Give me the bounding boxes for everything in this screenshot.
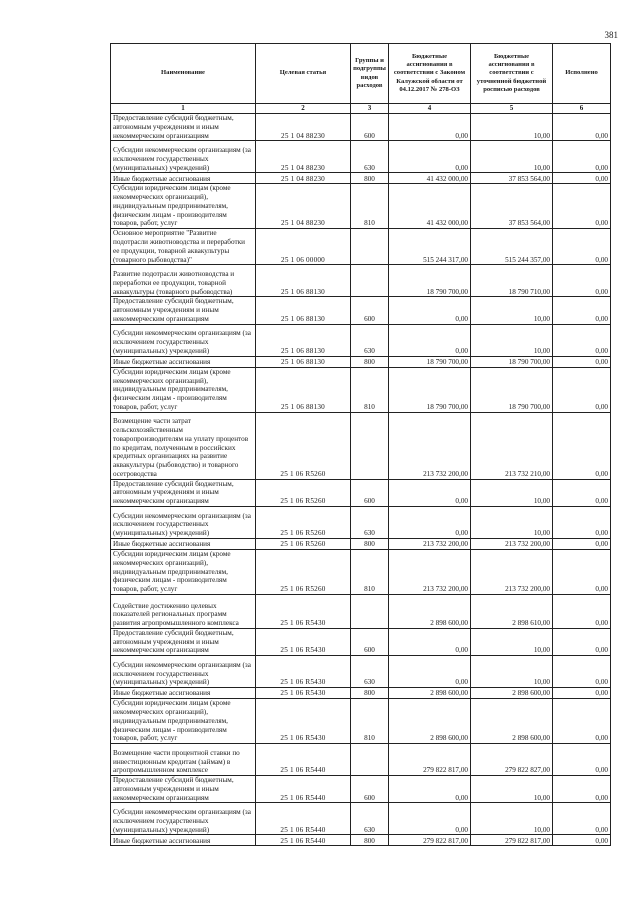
row-group: 800 bbox=[351, 356, 389, 367]
table-row bbox=[111, 803, 611, 835]
column-number-row bbox=[111, 104, 611, 114]
page-number: 381 bbox=[604, 30, 618, 40]
column-number: 4 bbox=[389, 104, 471, 114]
row-article: 25 1 06 R5430 bbox=[256, 699, 351, 744]
row-executed-amount: 0,00 bbox=[553, 776, 611, 803]
row-name: Иные бюджетные ассигнования bbox=[111, 173, 256, 184]
row-article: 25 1 06 R5430 bbox=[256, 656, 351, 688]
row-refined-amount: 10,00 bbox=[471, 297, 553, 324]
column-number: 6 bbox=[553, 104, 611, 114]
row-group bbox=[351, 265, 389, 297]
table-row bbox=[111, 229, 611, 265]
row-article: 25 1 06 R5440 bbox=[256, 744, 351, 776]
row-article: 25 1 06 88130 bbox=[256, 297, 351, 324]
row-group: 630 bbox=[351, 656, 389, 688]
table-row bbox=[111, 114, 611, 141]
table-row bbox=[111, 549, 611, 594]
table-row bbox=[111, 594, 611, 628]
row-group bbox=[351, 229, 389, 265]
row-name: Субсидии юридическим лицам (кроме некоммерческих организаций), индивидуальным предпринимателям, физическим лицам - производителям товаров, работ, услуг bbox=[111, 699, 256, 744]
budget-table bbox=[110, 43, 611, 846]
row-executed-amount: 0,00 bbox=[553, 538, 611, 549]
column-number: 3 bbox=[351, 104, 389, 114]
row-article: 25 1 06 R5430 bbox=[256, 594, 351, 628]
row-executed-amount: 0,00 bbox=[553, 184, 611, 229]
row-name: Основное мероприятие "Развитие подотрасли животноводства и переработки ее продукции, товарной аквакультуры (товарного рыбоводства)" bbox=[111, 229, 256, 265]
table-row bbox=[111, 835, 611, 846]
row-law-amount: 0,00 bbox=[389, 803, 471, 835]
row-article: 25 1 06 00000 bbox=[256, 229, 351, 265]
row-law-amount: 213 732 200,00 bbox=[389, 412, 471, 479]
row-name: Предоставление субсидий бюджетным, автономным учреждениям и иным некоммерческим организациям bbox=[111, 297, 256, 324]
row-refined-amount: 18 790 700,00 bbox=[471, 367, 553, 412]
row-law-amount: 0,00 bbox=[389, 776, 471, 803]
row-executed-amount: 0,00 bbox=[553, 656, 611, 688]
table-row bbox=[111, 173, 611, 184]
row-refined-amount: 279 822 827,00 bbox=[471, 744, 553, 776]
header-executed: Исполнено bbox=[553, 44, 611, 104]
row-group: 600 bbox=[351, 776, 389, 803]
row-refined-amount: 279 822 817,00 bbox=[471, 835, 553, 846]
row-name: Содействие достижению целевых показателей региональных программ развития агропромышленного комплекса bbox=[111, 594, 256, 628]
row-law-amount: 0,00 bbox=[389, 297, 471, 324]
row-law-amount: 41 432 000,00 bbox=[389, 173, 471, 184]
table-row bbox=[111, 656, 611, 688]
row-article: 25 1 06 R5260 bbox=[256, 549, 351, 594]
row-refined-amount: 10,00 bbox=[471, 114, 553, 141]
row-refined-amount: 213 732 200,00 bbox=[471, 538, 553, 549]
row-article: 25 1 06 88130 bbox=[256, 265, 351, 297]
row-name: Предоставление субсидий бюджетным, автономным учреждениям и иным некоммерческим организациям bbox=[111, 628, 256, 655]
row-group: 600 bbox=[351, 114, 389, 141]
row-group: 600 bbox=[351, 297, 389, 324]
column-number: 5 bbox=[471, 104, 553, 114]
row-article: 25 1 04 88230 bbox=[256, 184, 351, 229]
table-row bbox=[111, 324, 611, 356]
row-law-amount: 213 732 200,00 bbox=[389, 549, 471, 594]
row-refined-amount: 213 732 200,00 bbox=[471, 549, 553, 594]
row-refined-amount: 10,00 bbox=[471, 506, 553, 538]
row-name: Субсидии некоммерческим организациям (за исключением государственных (муниципальных) учреждений) bbox=[111, 506, 256, 538]
row-group: 800 bbox=[351, 538, 389, 549]
row-article: 25 1 06 88130 bbox=[256, 324, 351, 356]
row-name: Предоставление субсидий бюджетным, автономным учреждениям и иным некоммерческим организациям bbox=[111, 776, 256, 803]
row-group: 630 bbox=[351, 141, 389, 173]
table-row bbox=[111, 744, 611, 776]
row-group: 800 bbox=[351, 688, 389, 699]
row-group: 630 bbox=[351, 324, 389, 356]
row-name: Субсидии некоммерческим организациям (за исключением государственных (муниципальных) учреждений) bbox=[111, 141, 256, 173]
row-name: Иные бюджетные ассигнования bbox=[111, 356, 256, 367]
row-refined-amount: 37 853 564,00 bbox=[471, 184, 553, 229]
row-law-amount: 279 822 817,00 bbox=[389, 835, 471, 846]
row-article: 25 1 06 R5430 bbox=[256, 628, 351, 655]
table-row bbox=[111, 688, 611, 699]
table-row bbox=[111, 412, 611, 479]
header-law: Бюджетные ассигнования в соответствии с Законом Калужской области от 04.12.2017 № 278-ОЗ bbox=[389, 44, 471, 104]
table-row bbox=[111, 265, 611, 297]
row-name: Возмещение части процентной ставки по инвестиционным кредитам (займам) в агропромышленном комплексе bbox=[111, 744, 256, 776]
row-executed-amount: 0,00 bbox=[553, 594, 611, 628]
row-refined-amount: 10,00 bbox=[471, 479, 553, 506]
row-name: Возмещение части затрат сельскохозяйственным товаропроизводителям на уплату процентов по кредитам, полученным в российских кредитных организациях на развитие аквакультуры (рыбоводство) и товарного осетроводства bbox=[111, 412, 256, 479]
row-law-amount: 0,00 bbox=[389, 141, 471, 173]
row-name: Иные бюджетные ассигнования bbox=[111, 835, 256, 846]
row-article: 25 1 06 R5440 bbox=[256, 803, 351, 835]
row-article: 25 1 06 88130 bbox=[256, 367, 351, 412]
row-article: 25 1 06 R5440 bbox=[256, 835, 351, 846]
row-refined-amount: 18 790 700,00 bbox=[471, 356, 553, 367]
row-law-amount: 18 790 700,00 bbox=[389, 265, 471, 297]
row-executed-amount: 0,00 bbox=[553, 835, 611, 846]
row-executed-amount: 0,00 bbox=[553, 412, 611, 479]
row-law-amount: 0,00 bbox=[389, 114, 471, 141]
table-row bbox=[111, 367, 611, 412]
row-refined-amount: 10,00 bbox=[471, 141, 553, 173]
row-group: 630 bbox=[351, 803, 389, 835]
row-refined-amount: 18 790 710,00 bbox=[471, 265, 553, 297]
row-article: 25 1 06 R5440 bbox=[256, 776, 351, 803]
row-group: 810 bbox=[351, 367, 389, 412]
table-body bbox=[111, 114, 611, 846]
row-name: Субсидии юридическим лицам (кроме некоммерческих организаций), индивидуальным предпринимателям, физическим лицам - производителям товаров, работ, услуг bbox=[111, 367, 256, 412]
row-executed-amount: 0,00 bbox=[553, 356, 611, 367]
row-executed-amount: 0,00 bbox=[553, 141, 611, 173]
row-name: Субсидии юридическим лицам (кроме некоммерческих организаций), индивидуальным предпринимателям, физическим лицам - производителям товаров, работ, услуг bbox=[111, 549, 256, 594]
row-executed-amount: 0,00 bbox=[553, 229, 611, 265]
row-executed-amount: 0,00 bbox=[553, 297, 611, 324]
row-law-amount: 279 822 817,00 bbox=[389, 744, 471, 776]
row-refined-amount: 515 244 357,00 bbox=[471, 229, 553, 265]
row-article: 25 1 04 88230 bbox=[256, 114, 351, 141]
row-name: Иные бюджетные ассигнования bbox=[111, 538, 256, 549]
row-refined-amount: 10,00 bbox=[471, 656, 553, 688]
row-group: 810 bbox=[351, 184, 389, 229]
row-executed-amount: 0,00 bbox=[553, 324, 611, 356]
row-article: 25 1 06 R5430 bbox=[256, 688, 351, 699]
row-executed-amount: 0,00 bbox=[553, 173, 611, 184]
table-row bbox=[111, 297, 611, 324]
row-refined-amount: 10,00 bbox=[471, 803, 553, 835]
row-group: 600 bbox=[351, 628, 389, 655]
row-article: 25 1 06 R5260 bbox=[256, 506, 351, 538]
row-group: 630 bbox=[351, 506, 389, 538]
row-article: 25 1 04 88230 bbox=[256, 141, 351, 173]
row-refined-amount: 2 898 600,00 bbox=[471, 688, 553, 699]
row-law-amount: 18 790 700,00 bbox=[389, 367, 471, 412]
row-refined-amount: 213 732 210,00 bbox=[471, 412, 553, 479]
row-name: Субсидии юридическим лицам (кроме некоммерческих организаций), индивидуальным предпринимателям, физическим лицам - производителям товаров, работ, услуг bbox=[111, 184, 256, 229]
row-executed-amount: 0,00 bbox=[553, 688, 611, 699]
row-law-amount: 0,00 bbox=[389, 656, 471, 688]
table-row bbox=[111, 356, 611, 367]
table-row bbox=[111, 141, 611, 173]
row-executed-amount: 0,00 bbox=[553, 549, 611, 594]
row-law-amount: 2 898 600,00 bbox=[389, 594, 471, 628]
table-row bbox=[111, 506, 611, 538]
row-executed-amount: 0,00 bbox=[553, 114, 611, 141]
header-article: Целевая статья bbox=[256, 44, 351, 104]
row-executed-amount: 0,00 bbox=[553, 265, 611, 297]
table-row bbox=[111, 538, 611, 549]
header-group: Группы и подгруппы видов расходов bbox=[351, 44, 389, 104]
row-executed-amount: 0,00 bbox=[553, 479, 611, 506]
row-refined-amount: 10,00 bbox=[471, 628, 553, 655]
row-law-amount: 2 898 600,00 bbox=[389, 699, 471, 744]
header-row bbox=[111, 44, 611, 104]
column-number: 1 bbox=[111, 104, 256, 114]
row-group: 600 bbox=[351, 479, 389, 506]
row-executed-amount: 0,00 bbox=[553, 699, 611, 744]
row-refined-amount: 37 853 564,00 bbox=[471, 173, 553, 184]
row-refined-amount: 10,00 bbox=[471, 324, 553, 356]
row-group: 800 bbox=[351, 835, 389, 846]
row-article: 25 1 06 88130 bbox=[256, 356, 351, 367]
row-law-amount: 0,00 bbox=[389, 479, 471, 506]
row-article: 25 1 04 88230 bbox=[256, 173, 351, 184]
row-group: 810 bbox=[351, 699, 389, 744]
row-article: 25 1 06 R5260 bbox=[256, 538, 351, 549]
row-executed-amount: 0,00 bbox=[553, 506, 611, 538]
row-name: Предоставление субсидий бюджетным, автономным учреждениям и иным некоммерческим организациям bbox=[111, 114, 256, 141]
table-row bbox=[111, 184, 611, 229]
row-executed-amount: 0,00 bbox=[553, 628, 611, 655]
row-law-amount: 0,00 bbox=[389, 628, 471, 655]
row-refined-amount: 2 898 610,00 bbox=[471, 594, 553, 628]
row-name: Субсидии некоммерческим организациям (за исключением государственных (муниципальных) учреждений) bbox=[111, 324, 256, 356]
row-executed-amount: 0,00 bbox=[553, 367, 611, 412]
row-name: Развитие подотрасли животноводства и переработки ее продукции, товарной аквакультуры (товарного рыбоводства) bbox=[111, 265, 256, 297]
row-article: 25 1 06 R5260 bbox=[256, 412, 351, 479]
table-row bbox=[111, 699, 611, 744]
row-group bbox=[351, 594, 389, 628]
table-row bbox=[111, 776, 611, 803]
row-law-amount: 515 244 317,00 bbox=[389, 229, 471, 265]
row-group: 810 bbox=[351, 549, 389, 594]
row-law-amount: 18 790 700,00 bbox=[389, 356, 471, 367]
row-name: Субсидии некоммерческим организациям (за исключением государственных (муниципальных) учреждений) bbox=[111, 656, 256, 688]
header-name: Наименование bbox=[111, 44, 256, 104]
table-row bbox=[111, 479, 611, 506]
row-group: 800 bbox=[351, 173, 389, 184]
row-law-amount: 213 732 200,00 bbox=[389, 538, 471, 549]
row-law-amount: 2 898 600,00 bbox=[389, 688, 471, 699]
row-law-amount: 41 432 000,00 bbox=[389, 184, 471, 229]
row-executed-amount: 0,00 bbox=[553, 744, 611, 776]
row-group bbox=[351, 744, 389, 776]
row-refined-amount: 10,00 bbox=[471, 776, 553, 803]
row-executed-amount: 0,00 bbox=[553, 803, 611, 835]
row-law-amount: 0,00 bbox=[389, 324, 471, 356]
row-name: Субсидии некоммерческим организациям (за исключением государственных (муниципальных) учреждений) bbox=[111, 803, 256, 835]
row-refined-amount: 2 898 600,00 bbox=[471, 699, 553, 744]
row-law-amount: 0,00 bbox=[389, 506, 471, 538]
header-refined: Бюджетные ассигнования в соответствии с уточненной бюджетной росписью расходов bbox=[471, 44, 553, 104]
row-article: 25 1 06 R5260 bbox=[256, 479, 351, 506]
row-name: Иные бюджетные ассигнования bbox=[111, 688, 256, 699]
table-row bbox=[111, 628, 611, 655]
row-name: Предоставление субсидий бюджетным, автономным учреждениям и иным некоммерческим организациям bbox=[111, 479, 256, 506]
row-group bbox=[351, 412, 389, 479]
column-number: 2 bbox=[256, 104, 351, 114]
